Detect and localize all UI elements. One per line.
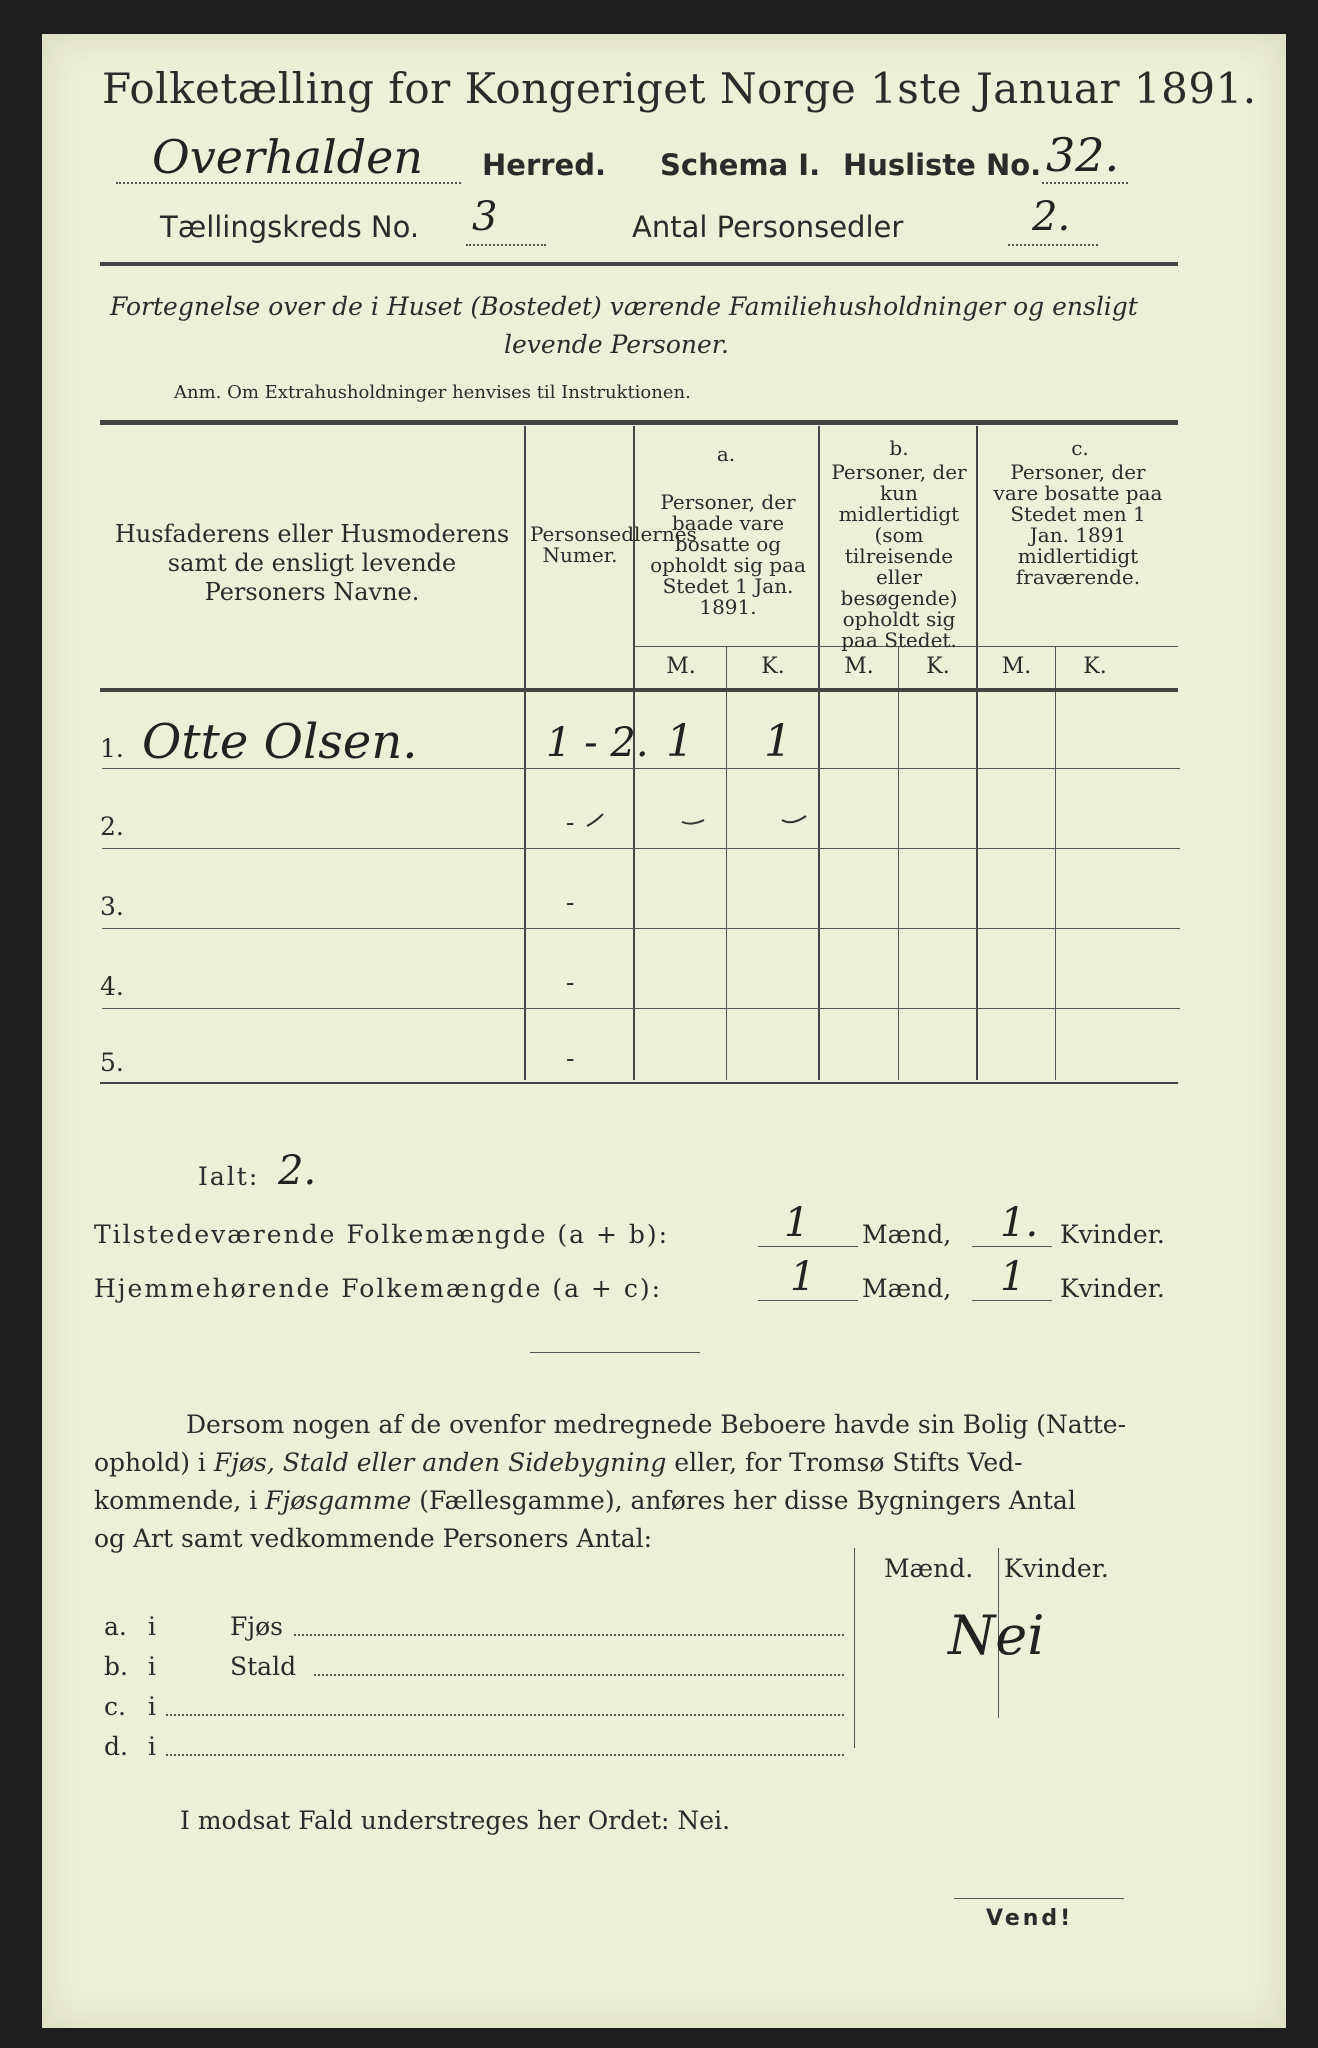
bolig-letter: d.	[104, 1732, 128, 1761]
col-c-k: K.	[1083, 654, 1107, 679]
hjemme-maend-underline	[758, 1300, 858, 1301]
header-rule	[100, 262, 1178, 266]
bolig-i: i	[148, 1732, 156, 1761]
husliste-underline	[1042, 182, 1128, 184]
personseddel-numer: 1 - 2.	[546, 720, 649, 766]
antal-value: 2.	[1032, 194, 1071, 240]
hjemme-kvinder-underline	[972, 1300, 1052, 1301]
col-divider-a	[818, 426, 820, 1080]
husliste-label: Husliste No.	[843, 148, 1042, 182]
table-header-bottom-rule	[100, 688, 1178, 692]
col-c-m: M.	[1001, 654, 1032, 679]
bolig-dots	[166, 1754, 844, 1756]
count-a-m: 1	[666, 716, 694, 767]
bolig-line-1: Dersom nogen af de ovenfor medregnede Beboere havde sin Bolig (Natte-	[186, 1410, 1127, 1439]
tilstede-label: Tilstedeværende Folkemængde (a + b):	[94, 1220, 670, 1249]
form-title: Folketælling for Kongeriget Norge 1ste Januar 1891.	[102, 64, 1257, 113]
bolig-answer: Nei	[948, 1604, 1045, 1667]
check-marks	[582, 804, 922, 834]
row-rule-3	[102, 928, 1180, 929]
husliste-value: 32.	[1046, 128, 1120, 182]
col-divider-names	[524, 426, 526, 1080]
antal-underline	[1008, 244, 1098, 246]
col-divider-c-mk	[1055, 646, 1056, 1080]
modsat-note: I modsat Fald understreges her Ordet: Nei.	[180, 1806, 731, 1835]
count-a-k: 1	[764, 716, 792, 767]
col-b-m: M.	[844, 654, 874, 679]
row-number: 4.	[100, 972, 124, 1001]
row-rule-4	[102, 1008, 1180, 1009]
intro-line-1: Fortegnelse over de i Huset (Bostedet) værende Familiehusholdninger og ensligt	[110, 292, 1138, 321]
bolig-dots	[314, 1674, 844, 1676]
col-head-a: Personer, der baade vare bosatte og opholdt sig paa Stedet 1 Jan. 1891.	[650, 490, 806, 619]
hjemme-kvinder-label: Kvinder.	[1060, 1274, 1165, 1303]
tilstede-kvinder-underline	[972, 1246, 1052, 1247]
col-head-a-letter: a.	[716, 442, 736, 466]
bolig-divider-left	[854, 1548, 855, 1748]
ialt-label: Ialt:	[198, 1162, 260, 1191]
bolig-line-4: og Art samt vedkommende Personers Antal:	[94, 1524, 653, 1553]
bolig-dots	[166, 1714, 844, 1716]
vend-label: Vend!	[986, 1906, 1074, 1931]
ialt-value: 2.	[278, 1148, 317, 1194]
personseddel-numer: -	[566, 888, 575, 917]
bolig-letter: a.	[104, 1612, 127, 1641]
row-number: 3.	[100, 892, 124, 921]
person-name: Otte Olsen.	[142, 714, 418, 770]
tilstede-kvinder-label: Kvinder.	[1060, 1220, 1165, 1249]
antal-label: Antal Personsedler	[632, 210, 904, 244]
intro-line-2: levende Personer.	[504, 330, 729, 359]
bolig-label: Fjøs	[230, 1612, 283, 1641]
row-number: 1.	[100, 734, 124, 763]
bolig-head-maend: Mænd.	[884, 1554, 974, 1583]
col-divider-a-mk	[726, 646, 727, 1080]
hjemme-maend-label: Mænd,	[862, 1274, 952, 1303]
row-number: 2.	[100, 812, 124, 841]
bolig-i: i	[148, 1692, 156, 1721]
instruction-note: Anm. Om Extrahusholdninger henvises til Instruktionen.	[174, 382, 691, 403]
col-a-k: K.	[761, 654, 785, 679]
bolig-i: i	[148, 1612, 156, 1641]
table-top-rule	[100, 420, 1178, 425]
row-number: 5.	[100, 1048, 124, 1077]
hjemme-maend-value: 1	[790, 1254, 816, 1300]
personseddel-numer: -	[566, 808, 575, 837]
section-divider	[530, 1352, 700, 1353]
schema-label: Schema I.	[660, 148, 821, 182]
tilstede-kvinder-value: 1.	[1000, 1200, 1039, 1246]
col-b-k: K.	[926, 654, 950, 679]
hjemme-label: Hjemmehørende Folkemængde (a + c):	[94, 1274, 662, 1303]
col-head-c: Personer, der vare bosatte paa Stedet men 1 Jan. 1891 midlertidigt fraværende.	[993, 460, 1163, 589]
col-head-numer: Personsedlernes Numer.	[530, 522, 697, 567]
col-divider-b	[976, 426, 978, 1080]
bolig-letter: b.	[104, 1652, 128, 1681]
col-a-m: M.	[666, 654, 696, 679]
tilstede-maend-underline	[758, 1246, 858, 1247]
col-head-b-letter: b.	[889, 436, 909, 460]
census-form	[42, 34, 1286, 2028]
bolig-label: Stald	[230, 1652, 297, 1681]
herred-value: Overhalden	[152, 130, 423, 184]
kreds-label: Tællingskreds No.	[160, 210, 420, 244]
personseddel-numer: -	[566, 968, 575, 997]
col-head-b: Personer, der kun midlertidigt (som tilreisende eller besøgende) opholdt sig paa Stedet.	[831, 460, 967, 652]
hjemme-kvinder-value: 1	[1000, 1254, 1026, 1300]
vend-rule	[954, 1898, 1124, 1899]
personseddel-numer: -	[566, 1044, 575, 1073]
bolig-letter: c.	[104, 1692, 126, 1721]
col-head-names: Husfaderens eller Husmoderens samt de ensligt levende Personers Navne.	[114, 520, 510, 606]
table-bottom-rule	[100, 1082, 1178, 1084]
bolig-i: i	[148, 1652, 156, 1681]
row-rule-2	[102, 848, 1180, 849]
bolig-line-2: ophold) i Fjøs, Stald eller anden Sidebygning eller, for Tromsø Stifts Ved-	[94, 1448, 1023, 1477]
bolig-line-3: kommende, i Fjøsgamme (Fællesgamme), anføres her disse Bygningers Antal	[94, 1486, 1076, 1515]
bolig-dots	[294, 1634, 844, 1636]
col-divider-b-mk	[898, 646, 899, 1080]
kreds-underline	[466, 244, 546, 246]
col-head-c-letter: c.	[1071, 436, 1089, 460]
bolig-head-kvinder: Kvinder.	[1004, 1554, 1109, 1583]
tilstede-maend-label: Mænd,	[862, 1220, 952, 1249]
herred-label: Herred.	[482, 148, 606, 182]
tilstede-maend-value: 1	[784, 1200, 810, 1246]
kreds-value: 3	[472, 194, 498, 240]
